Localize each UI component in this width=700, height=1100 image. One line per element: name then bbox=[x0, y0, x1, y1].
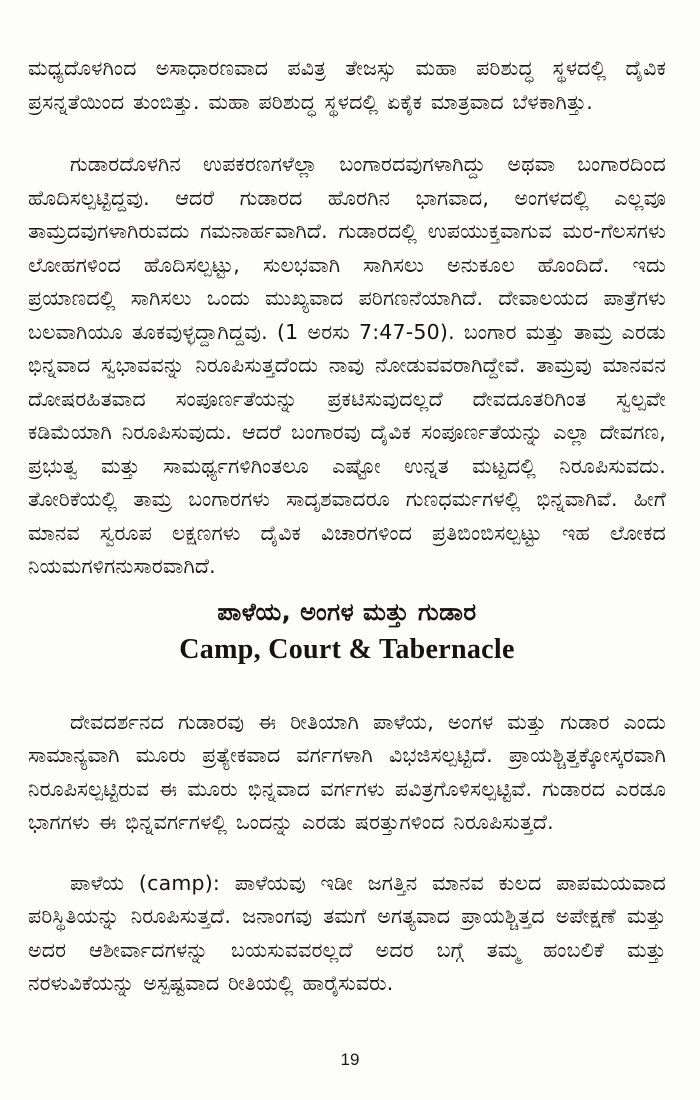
section-title-english: Camp, Court & Tabernacle bbox=[179, 633, 515, 665]
paragraph-1: ಮಧ್ಯದೊಳಗಿಂದ ಅಸಾಧಾರಣವಾದ ಪವಿತ್ರ ತೇಜಸ್ಸು ಮಹಾ ಪರಿಶುದ್ಧ ಸ್ಥಳದಲ್ಲಿ ದೈವಿಕ ಪ್ರಸನ್ನತೆಯಿಂದ ತುಂಬಿತ್ತು. ಮಹಾ ಪರಿಶುದ್ಧ ಸ್ಥಳದಲ್ಲಿ ಏಕೈಕ ಮಾತ್ರವಾದ ಬೆಳಕಾಗಿತ್ತು. bbox=[28, 56, 666, 114]
paragraph-2: ಗುಡಾರದೊಳಗಿನ ಉಪಕರಣಗಳೆಲ್ಲಾ ಬಂಗಾರದವುಗಳಾಗಿದ್ದು ಅಥವಾ ಬಂಗಾರದಿಂದ ಹೊದಿಸಲ್ಪಟ್ಟಿದ್ದವು. ಆದರೆ ಗುಡಾರದ ಹೊರಗಿನ ಭಾಗವಾದ, ಅಂಗಳದಲ್ಲಿ ಎಲ್ಲವೂ ತಾಮ್ರದವುಗಳಾಗಿರುವದು ಗಮನಾರ್ಹವಾಗಿದೆ. ಗುಡಾರದಲ್ಲಿ ಉಪಯುಕ್ತವಾಗುವ ಮರ-ಗೆಲಸಗಳು ಲೋಹಗಳಿಂದ ಹೊದಿಸಲ್ಪಟ್ಟು, ಸುಲಭವಾಗಿ ಸಾಗಿಸಲು ಅನುಕೂಲ ಹೊಂದಿದೆ. ಇದು ಪ್ರಯಾಣದಲ್ಲಿ ಸಾಗಿಸಲು ಒಂದು ಮುಖ್ಯವಾದ ಪರಿಗಣನೆಯಾಗಿದೆ. ದೇವಾಲಯದ ಪಾತ್ರೆಗಳು ಬಲವಾಗಿಯೂ ತೂಕವುಳ್ಳದ್ದಾಗಿದ್ದವು. (1 ಅರಸು 7:47-50). ಬಂಗಾರ ಮತ್ತು ತಾಮ್ರ ಎರಡು ಭಿನ್ನವಾದ ಸ್ವಭಾವವನ್ನು ನಿರೂಪಿಸುತ್ತದೆಂದು ನಾವು ನೋಡುವವರಾಗಿದ್ದೇವೆ. ತಾಮ್ರವು ಮಾನವನ ದೋಷರಹಿತವಾದ ಸಂಪೂರ್ಣತೆಯನ್ನು ಪ್ರಕಟಿಸುವುದಲ್ಲದೆ ದೇವದೂತರಿಗಿಂತ ಸ್ವಲ್ಪವೇ ಕಡಿಮೆಯಾಗಿ ನಿರೂಪಿಸುವುದು. ಆದರೆ ಬಂಗಾರವು ದೈವಿಕ ಸಂಪೂರ್ಣತೆಯನ್ನು ಎಲ್ಲಾ ದೇವಗಣ, ಪ್ರಭುತ್ವ ಮತ್ತು ಸಾಮರ್ಥ್ಯಗಳಿಗಿಂತಲೂ ಎಷ್ಟೋ ಉನ್ನತ ಮಟ್ಟದಲ್ಲಿ ನಿರೂಪಿಸುವದು. ತೋರಿಕೆಯಲ್ಲಿ ತಾಮ್ರ ಬಂಗಾರಗಳು ಸಾದೃಶವಾದರೂ ಗುಣಧರ್ಮಗಳಲ್ಲಿ ಭಿನ್ನವಾಗಿವೆ. ಹೀಗೆ ಮಾನವ ಸ್ವರೂಪ ಲಕ್ಷಣಗಳು ದೈವಿಕ ವಿಚಾರಗಳಿಂದ ಪ್ರತಿಬಿಂಬಿಸಲ್ಪಟ್ಟು ಇಹ ಲೋಕದ ನಿಯಮಗಳಿಗನುಸಾರವಾಗಿದೆ. bbox=[28, 152, 666, 578]
paragraph-3: ದೇವದರ್ಶನದ ಗುಡಾರವು ಈ ರೀತಿಯಾಗಿ ಪಾಳೆಯ, ಅಂಗಳ ಮತ್ತು ಗುಡಾರ ಎಂದು ಸಾಮಾನ್ಯವಾಗಿ ಮೂರು ಪ್ರತ್ಯೇಕವಾದ ವರ್ಗಗಳಾಗಿ ವಿಭಜಿಸಲ್ಪಟ್ಟಿದೆ. ಪ್ರಾಯಶ್ಚಿತ್ತಕ್ಕೋಸ್ಕರವಾಗಿ ನಿರೂಪಿಸಲ್ಪಟ್ಟಿರುವ ಈ ಮೂರು ಭಿನ್ನವಾದ ವರ್ಗಗಳು ಪವಿತ್ರಗೊಳಿಸಲ್ಪಟ್ಟಿವೆ. ಗುಡಾರದ ಎರಡೂ ಭಾಗಗಳು ಈ ಭಿನ್ನವರ್ಗಗಳಲ್ಲಿ ಒಂದನ್ನು ಎರಡು ಷರತ್ತುಗಳಿಂದ ನಿರೂಪಿಸುತ್ತದೆ. bbox=[28, 709, 666, 834]
paragraph-4: ಪಾಳೆಯ (camp): ಪಾಳೆಯವು ಇಡೀ ಜಗತ್ತಿನ ಮಾನವ ಕುಲದ ಪಾಪಮಯವಾದ ಪರಿಸ್ಥಿತಿಯನ್ನು ನಿರೂಪಿಸುತ್ತದೆ. ಜನಾಂಗವು ತಮಗೆ ಅಗತ್ಯವಾದ ಪ್ರಾಯಶ್ಚಿತ್ತದ ಅಪೇಕ್ಷಣೆ ಮತ್ತು ಅದರ ಆಶೀರ್ವಾದಗಳನ್ನು ಬಯಸುವವರಲ್ಲದೆ ಅದರ ಬಗ್ಗೆ ತಮ್ಮ ಹಂಬಲಿಕೆ ಮತ್ತು ನರಳುವಿಕೆಯನ್ನು ಅಸ್ಪಷ್ಟವಾದ ರೀತಿಯಲ್ಲಿ ಹಾರೈಸುವರು. bbox=[28, 870, 666, 995]
section-title-kannada: ಪಾಳೆಯ, ಅಂಗಳ ಮತ್ತು ಗುಡಾರ bbox=[217, 597, 477, 626]
page-number: 19 bbox=[340, 1050, 360, 1069]
section-heading bbox=[28, 596, 666, 668]
